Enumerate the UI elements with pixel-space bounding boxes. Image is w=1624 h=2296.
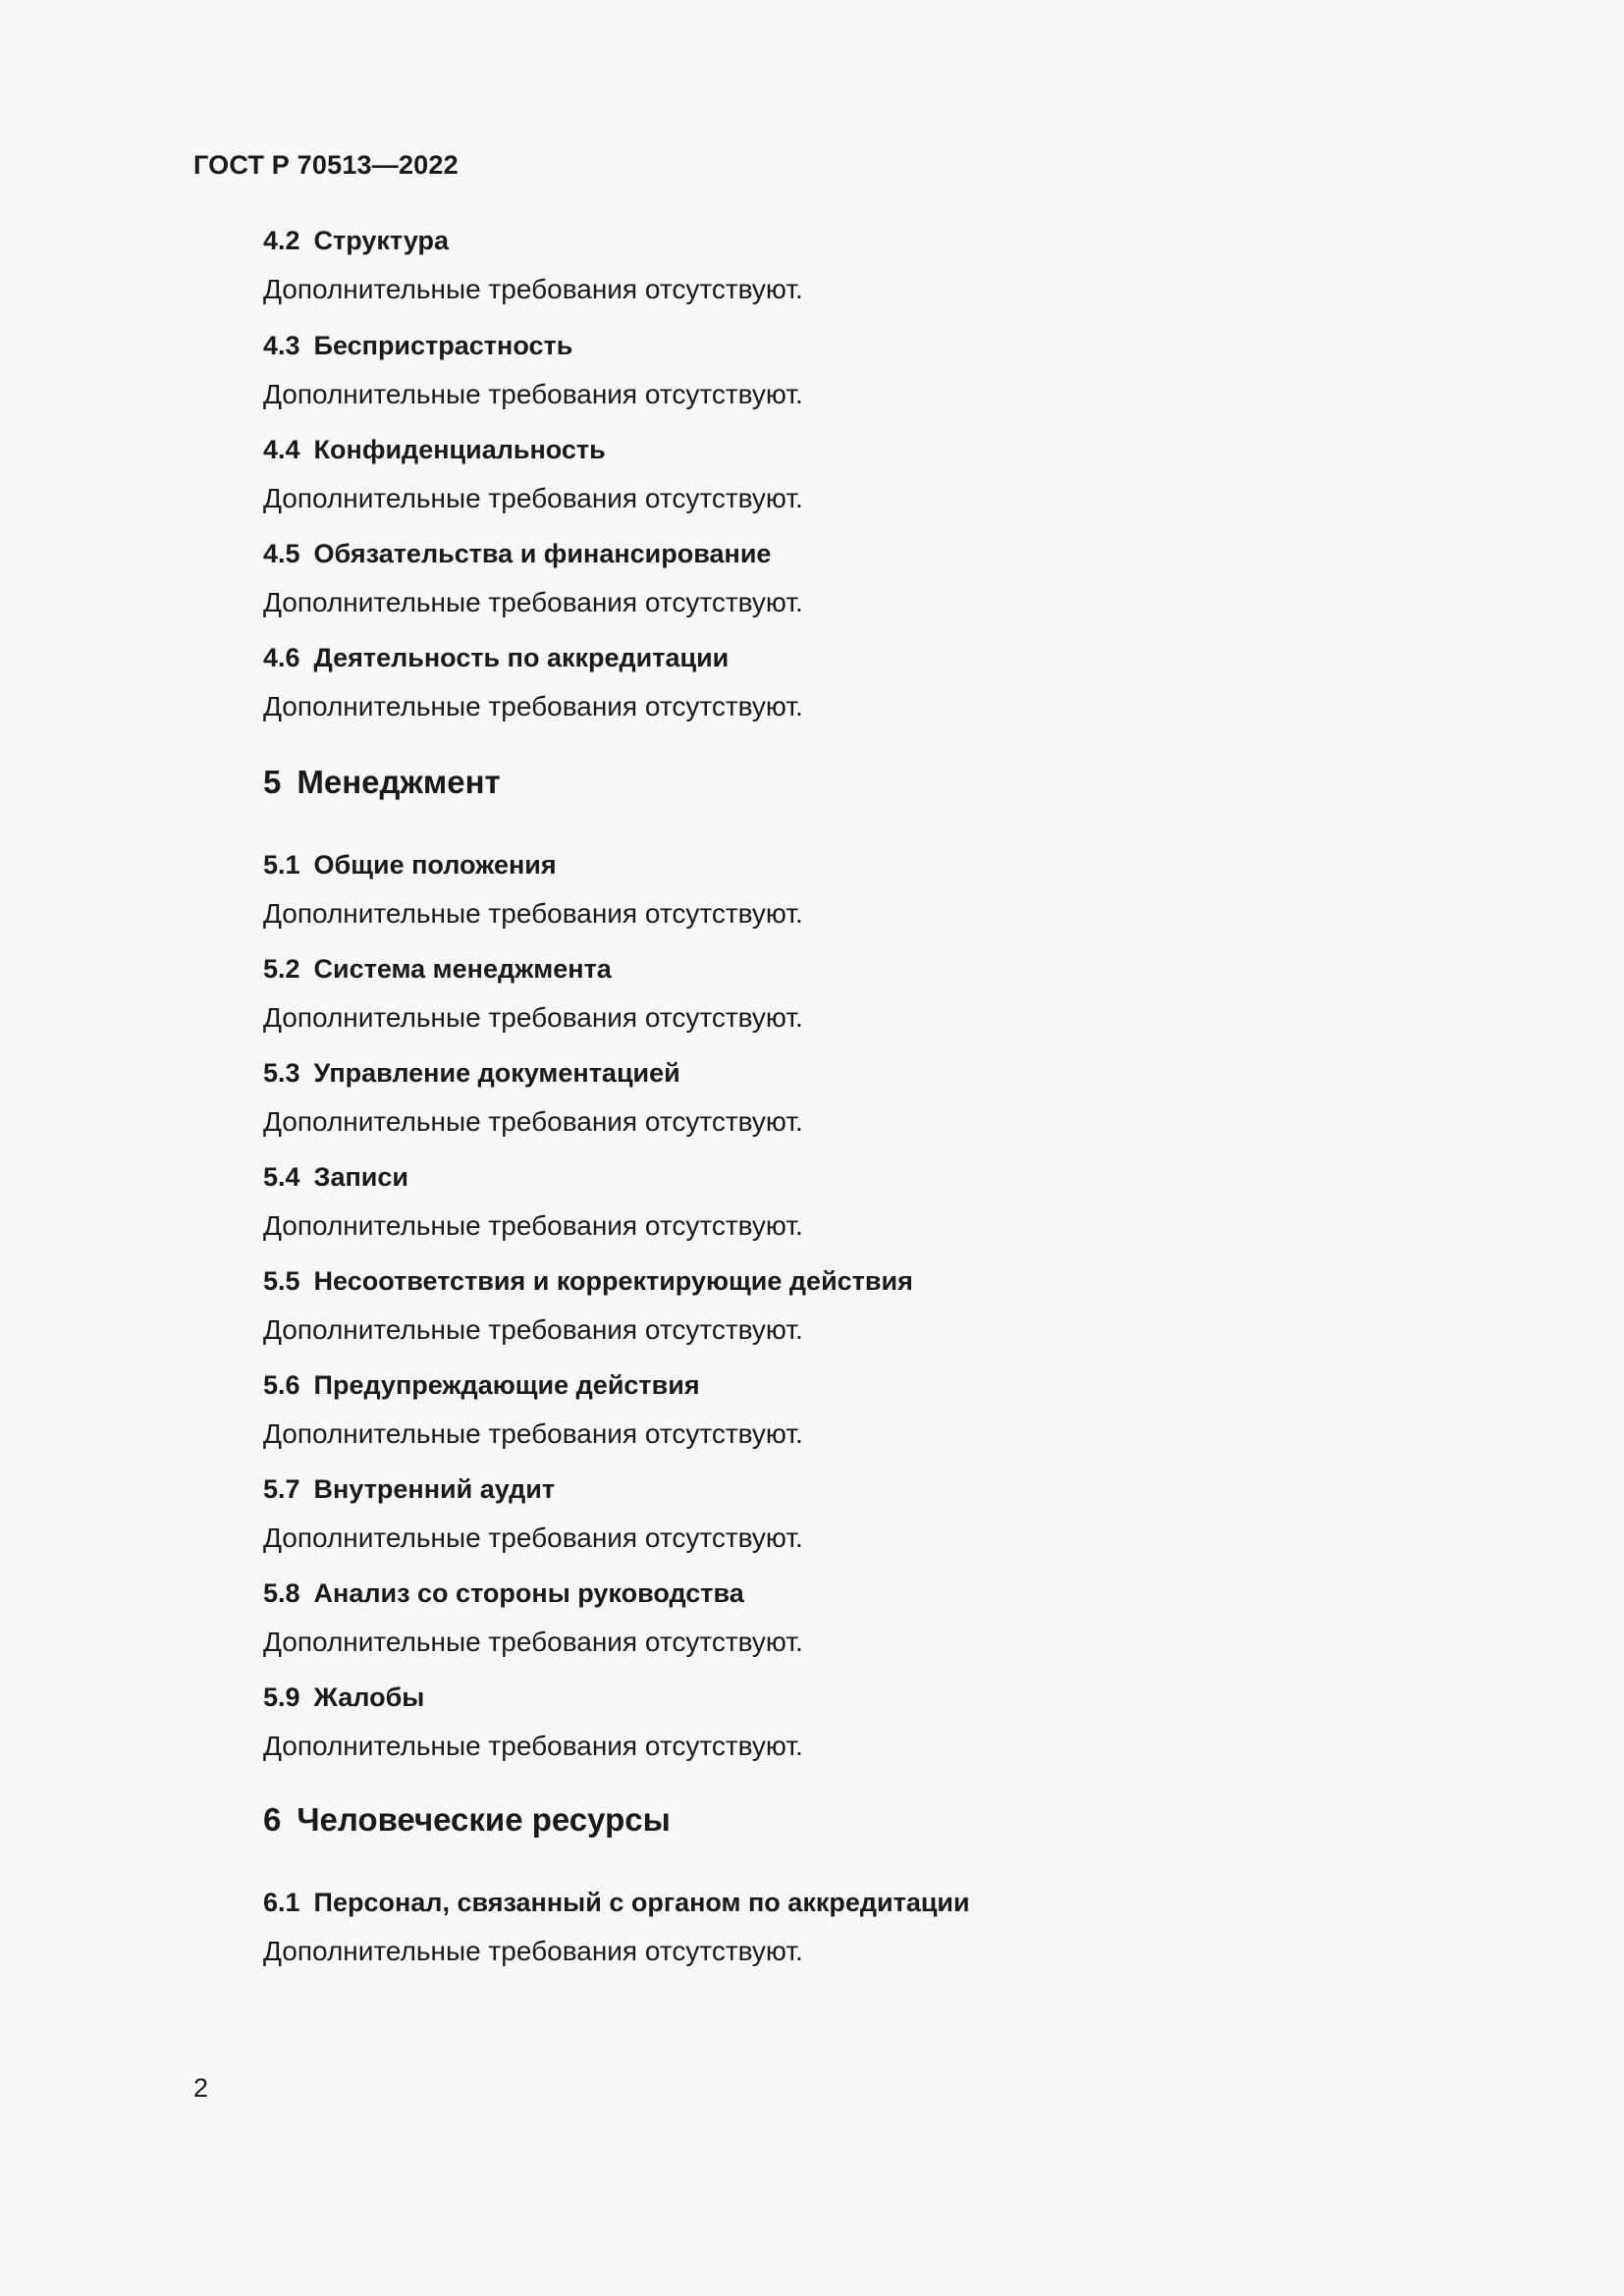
subsection-heading <box>263 1370 700 1401</box>
subsection-heading <box>263 1474 555 1505</box>
heading-title: Структура <box>313 226 449 255</box>
paragraph: Дополнительные требования отсутствуют. <box>263 1627 803 1657</box>
section-heading <box>263 764 501 801</box>
heading-title: Внутренний аудит <box>313 1474 556 1504</box>
heading-title: Менеджмент <box>297 764 501 800</box>
subsection-heading <box>263 1266 913 1297</box>
subsection-heading <box>263 331 572 361</box>
subsection-heading <box>263 954 612 985</box>
heading-number: 6 <box>263 1801 282 1838</box>
heading-number: 4.3 <box>263 331 300 360</box>
heading-number: 5 <box>263 764 282 800</box>
subsection-heading <box>263 1162 408 1193</box>
paragraph: Дополнительные требования отсутствуют. <box>263 1002 803 1033</box>
paragraph: Дополнительные требования отсутствуют. <box>263 691 803 721</box>
paragraph: Дополнительные требования отсутствуют. <box>263 587 803 617</box>
heading-title: Записи <box>313 1162 408 1192</box>
heading-title: Жалобы <box>313 1682 425 1712</box>
paragraph: Дополнительные требования отсутствуют. <box>263 1210 803 1241</box>
heading-number: 5.1 <box>263 850 300 880</box>
heading-title: Анализ со стороны руководства <box>313 1578 744 1608</box>
heading-title: Беспристрастность <box>313 331 573 360</box>
heading-number: 5.3 <box>263 1058 300 1088</box>
heading-title: Конфиденциальность <box>313 435 606 464</box>
paragraph: Дополнительные требования отсутствуют. <box>263 379 803 409</box>
paragraph: Дополнительные требования отсутствуют. <box>263 898 803 929</box>
heading-number: 6.1 <box>263 1888 300 1917</box>
heading-number: 5.2 <box>263 954 300 984</box>
paragraph: Дополнительные требования отсутствуют. <box>263 483 803 513</box>
subsection-heading <box>263 1058 680 1089</box>
paragraph: Дополнительные требования отсутствуют. <box>263 1314 803 1345</box>
heading-number: 5.5 <box>263 1266 300 1296</box>
section-heading <box>263 1801 671 1839</box>
heading-title: Деятельность по аккредитации <box>313 643 730 672</box>
subsection-heading <box>263 539 771 569</box>
subsection-heading <box>263 226 449 256</box>
heading-title: Система менеджмента <box>313 954 612 984</box>
paragraph: Дополнительные требования отсутствуют. <box>263 1522 803 1553</box>
page-number: 2 <box>193 2073 209 2103</box>
heading-number: 5.8 <box>263 1578 300 1608</box>
subsection-heading <box>263 643 729 673</box>
heading-title: Предупреждающие действия <box>313 1370 700 1400</box>
heading-number: 4.5 <box>263 539 300 568</box>
heading-title: Обязательства и финансирование <box>313 539 772 568</box>
paragraph: Дополнительные требования отсутствуют. <box>263 1936 803 1966</box>
heading-number: 5.9 <box>263 1682 300 1712</box>
heading-number: 4.6 <box>263 643 300 672</box>
heading-number: 5.4 <box>263 1162 300 1192</box>
heading-number: 4.4 <box>263 435 300 464</box>
heading-number: 5.7 <box>263 1474 300 1504</box>
document-code-header: ГОСТ Р 70513—2022 <box>193 150 459 180</box>
subsection-heading <box>263 1888 970 1918</box>
heading-title: Человеческие ресурсы <box>297 1801 671 1838</box>
subsection-heading <box>263 850 557 881</box>
heading-title: Общие положения <box>313 850 557 880</box>
subsection-heading <box>263 435 606 465</box>
paragraph: Дополнительные требования отсутствуют. <box>263 1418 803 1449</box>
subsection-heading <box>263 1578 744 1609</box>
subsection-heading <box>263 1682 424 1713</box>
heading-title: Несоответствия и корректирующие действия <box>313 1266 913 1296</box>
heading-number: 5.6 <box>263 1370 300 1400</box>
heading-number: 4.2 <box>263 226 300 255</box>
heading-title: Управление документацией <box>313 1058 680 1088</box>
paragraph: Дополнительные требования отсутствуют. <box>263 1731 803 1761</box>
paragraph: Дополнительные требования отсутствуют. <box>263 1106 803 1137</box>
paragraph: Дополнительные требования отсутствуют. <box>263 274 803 304</box>
heading-title: Персонал, связанный с органом по аккредитации <box>313 1888 970 1917</box>
